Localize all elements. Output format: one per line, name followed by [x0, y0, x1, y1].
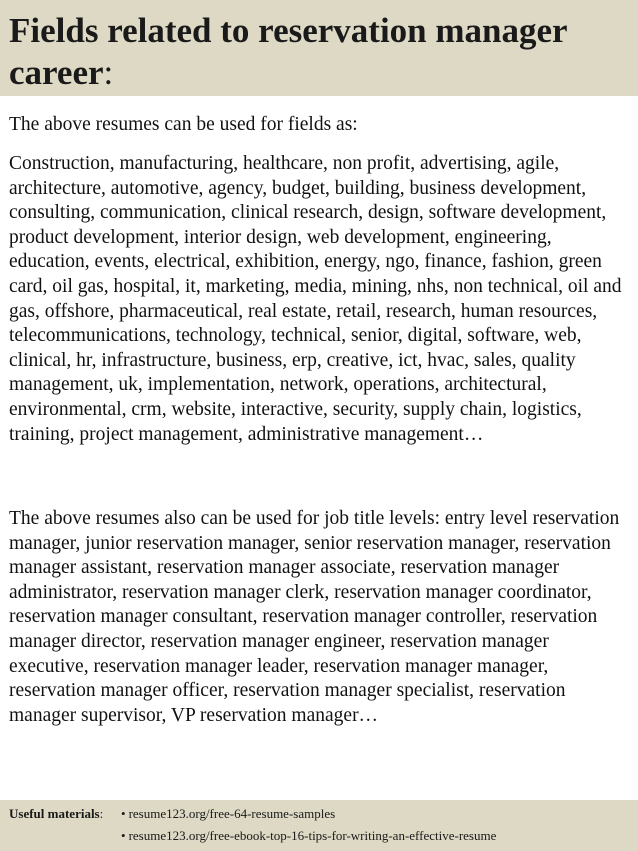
useful-material-link-2-text[interactable]: resume123.org/free-ebook-top-16-tips-for-writing-an-effective-resume	[128, 828, 497, 843]
page-title-colon: :	[103, 53, 114, 92]
job-title-levels: The above resumes also can be used for job title levels: entry level reservation manager, junior reservation manager, senior reservation manager, reservation manager assistant, reservation manager associate, reservation manager administrator, reservation manager clerk, reservation manager coordinator, reservation manager consultant, reservation manager controller, reservation manager director, reservation manager engineer, reservation manager executive, reservation manager leader, reservation manager manager, reservation manager officer, reservation manager specialist, reservation manager supervisor, VP reservation manager…	[9, 508, 620, 726]
fields-list: Construction, manufacturing, healthcare, non profit, advertising, agile, architecture, automotive, agency, budget, building, business development, consulting, communication, clinical research, design, software development, product development, interior design, web development, engineering, education, events, electrical, exhibition, energy, ngo, finance, fashion, green card, oil gas, hospital, it, marketing, media, mining, nhs, non technical, oil and gas, offshore, pharmaceutical, real estate, retail, research, human resources, telecommunications, technology, technical, senior, digital, software, web, clinical, hr, infrastructure, business, erp, creative, ict, hvac, sales, quality management, uk, implementation, network, operations, architectural, environmental, crm, website, interactive, security, supply chain, logistics, training, project management, administrative management…	[9, 153, 622, 445]
useful-materials-colon: :	[99, 806, 104, 821]
page-title	[9, 10, 629, 94]
bullet-icon: •	[121, 806, 126, 821]
useful-materials-label-text: Useful materials	[9, 806, 100, 821]
useful-material-link-2[interactable]	[121, 827, 496, 845]
useful-material-link-1[interactable]	[121, 805, 335, 823]
page-title-text: Fields related to reservation manager career	[9, 11, 567, 92]
bullet-icon: •	[121, 828, 126, 843]
fields-intro: The above resumes can be used for fields as:	[9, 114, 358, 135]
useful-materials-label	[9, 805, 103, 823]
useful-material-link-1-text[interactable]: resume123.org/free-64-resume-samples	[128, 806, 336, 821]
